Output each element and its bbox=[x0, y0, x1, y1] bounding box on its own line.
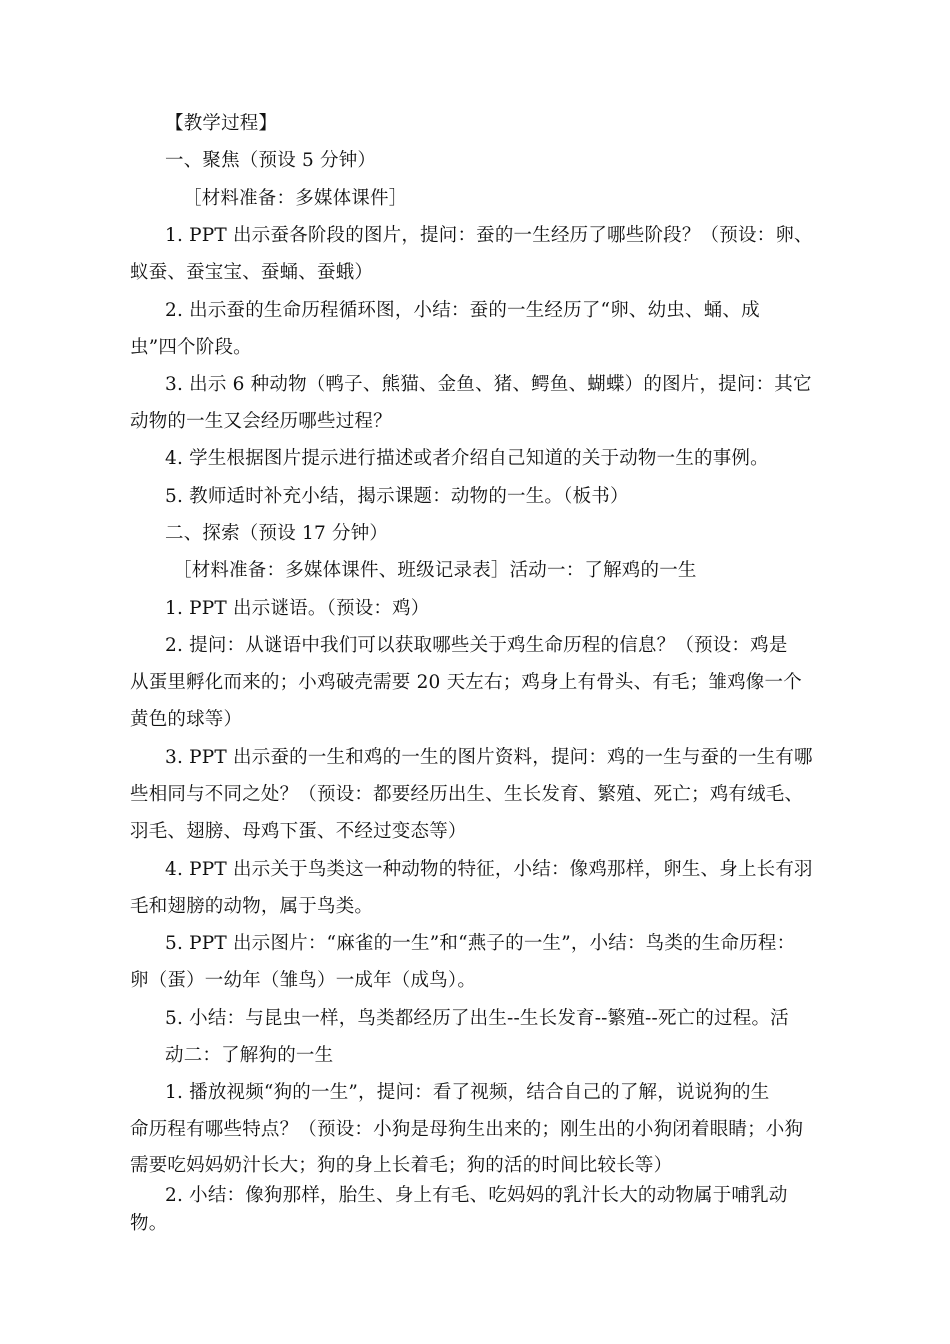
paragraph-line: 5. PPT 出示图片：“麻雀的一生”和“燕子的一生”，小结：鸟类的生命历程： bbox=[165, 933, 796, 954]
paragraph-line: 些相同与不同之处？（预设：都要经历出生、生长发育、繁殖、死亡；鸡有绒毛、 bbox=[130, 784, 804, 805]
materials-note-1: ［材料准备：多媒体课件］ bbox=[183, 188, 408, 209]
paragraph-line: 卵（蛋）一幼年（雏鸟）一成年（成鸟）。 bbox=[130, 970, 477, 991]
paragraph-line: 从蛋里孵化而来的；小鸡破壳需要 20 天左右；鸡身上有骨头、有毛；雏鸡像一个 bbox=[130, 672, 802, 693]
section-heading-focus: 一、聚焦（预设 5 分钟） bbox=[165, 150, 377, 171]
paragraph-line: 4. PPT 出示关于鸟类这一种动物的特征，小结：像鸡那样，卵生、身上长有羽 bbox=[165, 859, 813, 880]
section-heading-explore: 二、探索（预设 17 分钟） bbox=[165, 523, 389, 544]
section-heading-teaching-process: 【教学过程】 bbox=[165, 113, 278, 134]
paragraph-line: 3. 出示 6 种动物（鸭子、熊猫、金鱼、猪、鳄鱼、蝴蝶）的图片，提问：其它 bbox=[165, 374, 812, 395]
paragraph-line: 5. 小结：与昆虫一样，鸟类都经历了出生--生长发育--繁殖--死亡的过程。活 bbox=[165, 1008, 789, 1029]
paragraph-line: 4. 学生根据图片提示进行描述或者介绍自己知道的关于动物一生的事例。 bbox=[165, 448, 769, 469]
paragraph-line: 2. 提问：从谜语中我们可以获取哪些关于鸡生命历程的信息？（预设：鸡是 bbox=[165, 635, 788, 656]
materials-note-2: ［材料准备：多媒体课件、班级记录表］活动一：了解鸡的一生 bbox=[173, 560, 697, 581]
paragraph-line: 命历程有哪些特点？（预设：小狗是母狗生出来的；刚生出的小狗闭着眼睛；小狗 bbox=[130, 1119, 804, 1140]
paragraph-line: 2. 小结：像狗那样，胎生、身上有毛、吃妈妈的乳汁长大的动物属于哺乳动 bbox=[165, 1185, 788, 1206]
paragraph-line: 物。 bbox=[130, 1213, 168, 1234]
paragraph-line: 1. PPT 出示谜语。（预设：鸡） bbox=[165, 598, 430, 619]
paragraph-line: 3. PPT 出示蚕的一生和鸡的一生的图片资料，提问：鸡的一生与蚕的一生有哪 bbox=[165, 747, 813, 768]
paragraph-line: 羽毛、翅膀、母鸡下蛋、不经过变态等） bbox=[130, 821, 467, 842]
paragraph-line: 1. 播放视频“狗的一生”，提问：看了视频，结合自己的了解，说说狗的生 bbox=[165, 1082, 770, 1103]
paragraph-line: 动物的一生又会经历哪些过程？ bbox=[130, 411, 392, 432]
activity-heading-dog: 动二：了解狗的一生 bbox=[165, 1045, 334, 1066]
paragraph-line: 毛和翅膀的动物，属于鸟类。 bbox=[130, 896, 374, 917]
paragraph-line: 需要吃妈妈奶汁长大；狗的身上长着毛；狗的活的时间比较长等） bbox=[130, 1155, 673, 1176]
paragraph-line: 1. PPT 出示蚕各阶段的图片，提问：蚕的一生经历了哪些阶段？（预设：卵、 bbox=[165, 225, 813, 246]
paragraph-line: 虫”四个阶段。 bbox=[130, 337, 252, 358]
paragraph-line: 2. 出示蚕的生命历程循环图，小结：蚕的一生经历了“卵、幼虫、蛹、成 bbox=[165, 300, 760, 321]
paragraph-line: 5. 教师适时补充小结，揭示课题：动物的一生。（板书） bbox=[165, 486, 629, 507]
paragraph-line: 黄色的球等） bbox=[130, 709, 243, 730]
paragraph-line: 蚁蚕、蚕宝宝、蚕蛹、蚕蛾） bbox=[130, 262, 374, 283]
